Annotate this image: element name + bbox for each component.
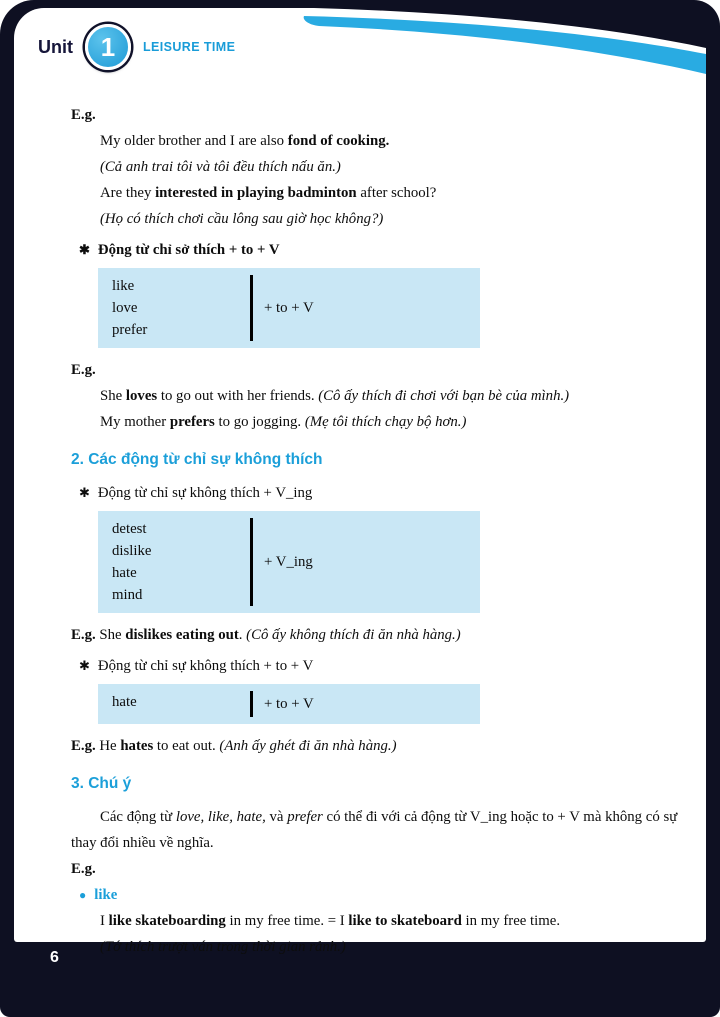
- text-run: Are they: [100, 185, 156, 201]
- section-heading-3: 3. Chú ý: [71, 775, 132, 792]
- eg-label-2: [71, 357, 678, 383]
- text-run-italic: (Mẹ tôi thích chạy bộ hơn.): [304, 414, 467, 430]
- bullet-label: like: [94, 887, 118, 903]
- pattern-cell: [250, 691, 480, 717]
- unit-header: [38, 24, 235, 70]
- verb-item: like: [112, 278, 135, 294]
- pattern-cell: [250, 518, 480, 606]
- rule-text: Động từ chỉ sở thích + to + V: [97, 242, 280, 258]
- text-run: My mother: [100, 414, 170, 430]
- pattern-text: + V_ing: [264, 554, 313, 570]
- verb-table-3: [98, 684, 480, 724]
- text-run: và: [265, 809, 288, 825]
- verb-item: hate: [112, 565, 137, 581]
- asterisk-icon: ✱: [79, 658, 90, 673]
- eg-example-line-5: [71, 622, 678, 648]
- text-run: She: [95, 627, 126, 643]
- translation-line-1: [100, 154, 678, 180]
- text-run-bold: dislikes eating out: [125, 627, 239, 643]
- text-run-italic: (Anh ấy ghét đi ăn nhà hàng.): [219, 738, 397, 754]
- rule-line-3: [79, 653, 678, 679]
- eg-label-5: [71, 856, 678, 882]
- text-run: .: [238, 627, 247, 643]
- section-heading-2: 2. Các động từ chỉ sự không thích: [71, 451, 323, 468]
- example-line-7: [100, 908, 678, 934]
- text-run-italic: (Cả anh trai tôi và tôi đều thích nấu ăn.): [100, 159, 341, 175]
- translation-line-2: [100, 206, 678, 232]
- text-run-bold: like to skateboard: [348, 913, 462, 929]
- eg-text: E.g.: [71, 738, 96, 754]
- unit-number-badge: [85, 24, 131, 70]
- text-run-italic: (Cô ấy không thích đi ăn nhà hàng.): [246, 627, 461, 643]
- note-paragraph: [71, 804, 678, 856]
- text-run-bold: loves: [125, 388, 158, 404]
- unit-label: Unit: [38, 36, 73, 57]
- verb-item: hate: [112, 694, 137, 710]
- pattern-text: + to + V: [264, 696, 314, 712]
- text-run: in my free time.: [461, 913, 561, 929]
- text-run-bold: prefers: [169, 414, 215, 430]
- eg-label-1: [71, 102, 678, 128]
- eg-text: E.g.: [71, 362, 96, 378]
- verb-item: detest: [112, 521, 147, 537]
- asterisk-icon: ✱: [79, 485, 90, 500]
- verb-list: [98, 275, 250, 341]
- bullet-icon: ●: [79, 888, 87, 902]
- text-run-italic: love, like, hate,: [175, 809, 266, 825]
- unit-number: 1: [100, 31, 116, 62]
- text-run: He: [95, 738, 121, 754]
- rule-line-2: [79, 480, 678, 506]
- rule-text: Động từ chỉ sự không thích + to + V: [97, 658, 314, 674]
- text-run: in my free time. = I: [225, 913, 349, 929]
- text-run-bold: hates: [120, 738, 154, 754]
- verb-table-1: [98, 268, 480, 348]
- verb-item: mind: [112, 587, 143, 603]
- text-run-italic: (Cô ấy thích đi chơi với bạn bè của mình.): [318, 388, 570, 404]
- example-line-4: [100, 409, 678, 435]
- text-run: after school?: [356, 185, 437, 201]
- pattern-cell: [250, 275, 480, 341]
- verb-list: [98, 691, 250, 717]
- verb-item: love: [112, 300, 138, 316]
- asterisk-icon: ✱: [79, 242, 90, 257]
- text-run-bold: fond of cooking.: [287, 133, 390, 149]
- text-run: She: [100, 388, 126, 404]
- text-run: My older brother and I are also: [100, 133, 288, 149]
- eg-text: E.g.: [71, 627, 96, 643]
- text-run: to eat out.: [153, 738, 220, 754]
- eg-example-line-6: [71, 733, 678, 759]
- page-content: [14, 92, 706, 955]
- text-run: to go jogging.: [214, 414, 305, 430]
- text-run-bold: like skateboarding: [108, 913, 226, 929]
- example-line-3: [100, 383, 678, 409]
- text-run-italic: (Tớ thích trượt ván trong thời gian rảnh.): [100, 939, 346, 955]
- paper: [14, 8, 706, 955]
- verb-item: prefer: [112, 322, 148, 338]
- bullet-like-line: [79, 882, 678, 908]
- text-run: có thể đi với cả động từ V_ing hoặc to + V mà không có sự thay đổi nhiều về nghĩa.: [71, 809, 678, 851]
- example-line-2: [100, 180, 678, 206]
- page-number: 6: [50, 949, 59, 966]
- translation-line-7: [100, 934, 678, 960]
- text-run-italic: prefer: [287, 809, 323, 825]
- eg-text: E.g.: [71, 107, 96, 123]
- example-line-1: [100, 128, 678, 154]
- rule-line-1: [79, 237, 678, 263]
- eg-text: E.g.: [71, 861, 96, 877]
- text-run: I: [100, 913, 109, 929]
- verb-table-2: [98, 511, 480, 613]
- text-run: to go out with her friends.: [157, 388, 319, 404]
- rule-text: Động từ chỉ sự không thích + V_ing: [97, 485, 313, 501]
- verb-item: dislike: [112, 543, 152, 559]
- text-run-italic: (Họ có thích chơi cầu lông sau giờ học không?): [100, 211, 384, 227]
- unit-title: LEISURE TIME: [143, 40, 236, 54]
- verb-list: [98, 518, 250, 606]
- pattern-text: + to + V: [264, 300, 314, 316]
- text-run: Các động từ: [100, 809, 176, 825]
- text-run-bold: interested in playing badminton: [155, 185, 357, 201]
